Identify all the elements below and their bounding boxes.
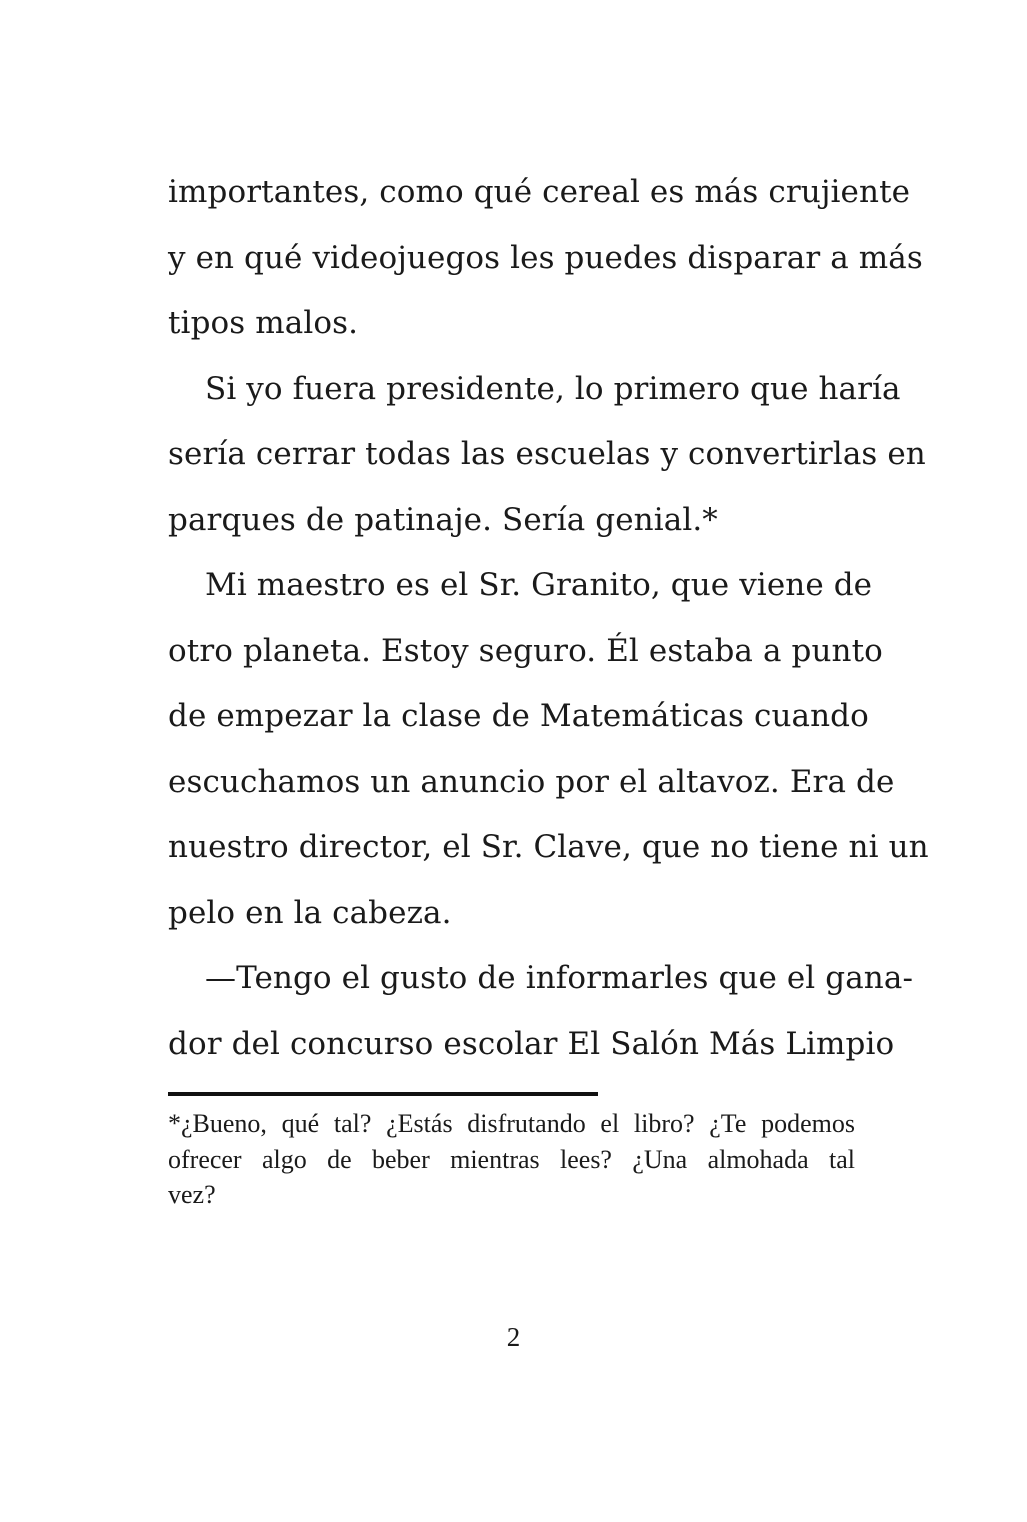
text-line: importantes, como qué cereal es más crujiente	[168, 174, 911, 210]
footnote	[168, 1106, 855, 1213]
text-line: Mi maestro es el Sr. Granito, que viene de	[205, 567, 873, 603]
footnote-line: vez?	[168, 1180, 216, 1209]
footnote-line: *¿Bueno, qué tal? ¿Estás disfrutando el libro? ¿Te podemos	[168, 1109, 855, 1138]
text-line: parques de patinaje. Sería genial.*	[168, 501, 718, 538]
text-line: escuchamos un anuncio por el altavoz. Era de	[168, 763, 895, 800]
footnote-divider	[168, 1092, 598, 1096]
text-line: tipos malos.	[168, 305, 359, 341]
text-line: pelo en la cabeza.	[168, 894, 452, 931]
text-line: dor del concurso escolar El Salón Más Limpio	[168, 1025, 895, 1062]
text-line: Si yo fuera presidente, lo primero que haría	[205, 370, 901, 407]
text-line: nuestro director, el Sr. Clave, que no tiene ni un	[168, 829, 929, 865]
text-line: y en qué videojuegos les puedes disparar a más	[168, 239, 923, 276]
page-number: 2	[506, 1322, 521, 1352]
text-line: —Tengo el gusto de informarles que el gana-	[205, 960, 914, 996]
text-line: sería cerrar todas las escuelas y convertirlas en	[168, 436, 926, 472]
text-line: de empezar la clase de Matemáticas cuando	[168, 698, 869, 734]
footnote-line: ofrecer algo de beber mientras lees? ¿Una almohada tal	[168, 1144, 855, 1174]
body-text	[168, 160, 929, 1077]
text-line: otro planeta. Estoy seguro. Él estaba a punto	[168, 632, 883, 669]
